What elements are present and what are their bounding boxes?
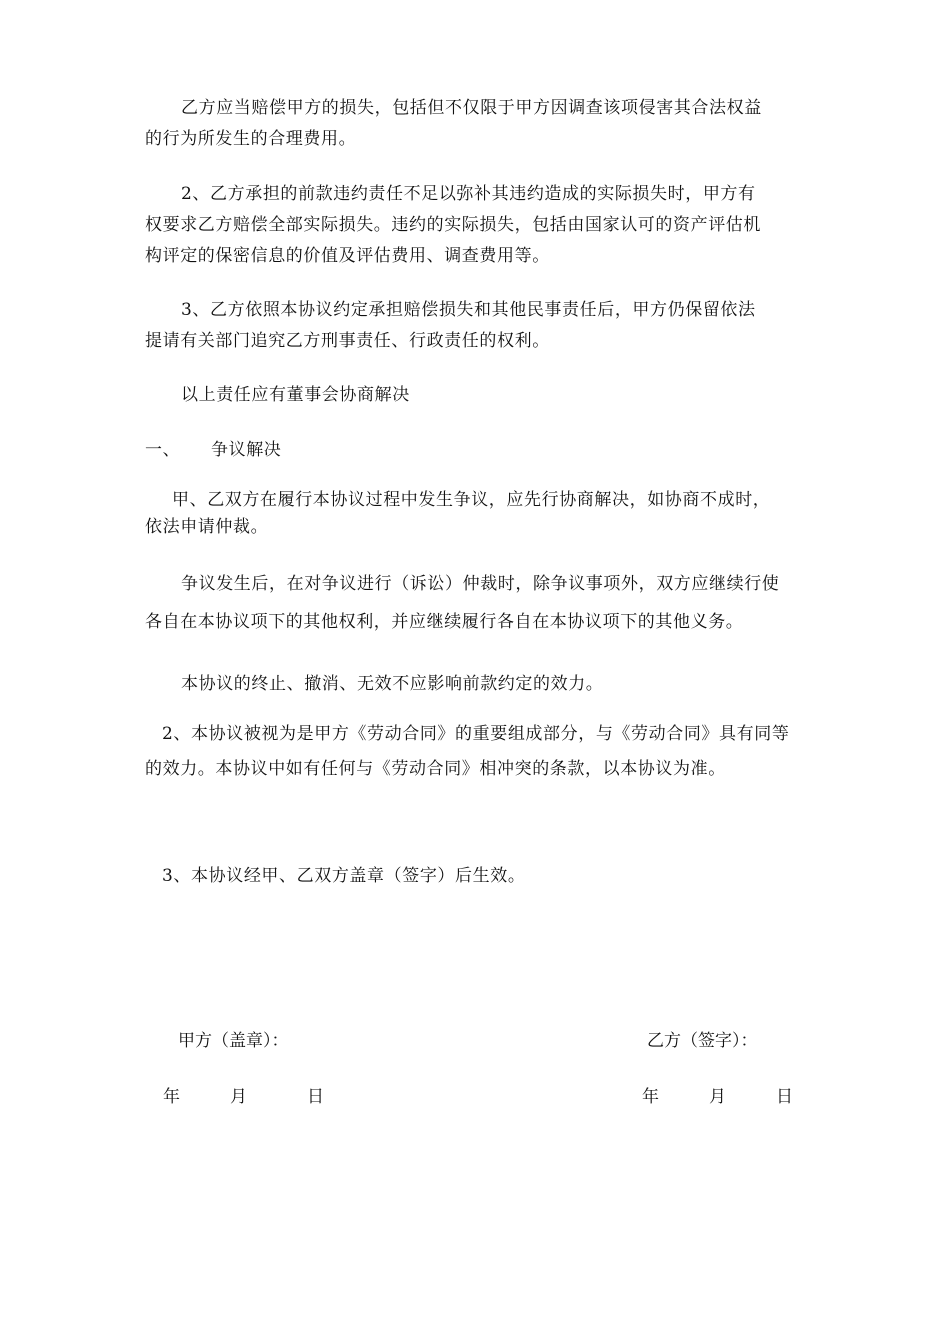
party-b-day: 日 xyxy=(776,1087,793,1107)
party-b-month: 月 xyxy=(709,1087,726,1107)
party-b-year: 年 xyxy=(642,1087,659,1107)
para1-line2: 的行为所发生的合理费用。 xyxy=(145,129,357,149)
para9: 3、本协议经甲、乙双方盖章（签字）后生效。 xyxy=(162,866,526,886)
para8-line1: 2、本协议被视为是甲方《劳动合同》的重要组成部分，与《劳动合同》具有同等 xyxy=(162,724,790,744)
section-title: 争议解决 xyxy=(211,440,282,460)
para8-line2: 的效力。本协议中如有任何与《劳动合同》相冲突的条款，以本协议为准。 xyxy=(145,759,726,779)
party-a-day: 日 xyxy=(307,1087,324,1107)
para6-line2: 各自在本协议项下的其他权利，并应继续履行各自在本协议项下的其他义务。 xyxy=(145,612,744,632)
para3-line2: 提请有关部门追究乙方刑事责任、行政责任的权利。 xyxy=(145,331,550,351)
para5-line1: 甲、乙双方在履行本协议过程中发生争议，应先行协商解决，如协商不成时， xyxy=(172,490,771,510)
para6-line1: 争议发生后，在对争议进行（诉讼）仲裁时，除争议事项外，双方应继续行使 xyxy=(181,574,780,594)
para2-line1: 2、乙方承担的前款违约责任不足以弥补其违约造成的实际损失时，甲方有 xyxy=(181,184,756,204)
party-a-seal-label: 甲方（盖章）： xyxy=(178,1031,289,1051)
para1-line1: 乙方应当赔偿甲方的损失，包括但不仅限于甲方因调查该项侵害其合法权益 xyxy=(181,98,762,118)
para5-line2: 依法申请仲裁。 xyxy=(145,517,269,537)
para3-line1: 3、乙方依照本协议约定承担赔偿损失和其他民事责任后，甲方仍保留依法 xyxy=(181,300,756,320)
section-number: 一、 xyxy=(145,440,181,460)
party-a-year: 年 xyxy=(163,1087,180,1107)
para7: 本协议的终止、撤消、无效不应影响前款约定的效力。 xyxy=(181,674,604,694)
party-a-month: 月 xyxy=(230,1087,247,1107)
party-b-signature-label: 乙方（签字）： xyxy=(647,1031,758,1051)
para4: 以上责任应有董事会协商解决 xyxy=(181,385,410,405)
para2-line2: 权要求乙方赔偿全部实际损失。违约的实际损失，包括由国家认可的资产评估机 xyxy=(145,215,761,235)
para2-line3: 构评定的保密信息的价值及评估费用、调查费用等。 xyxy=(145,246,550,266)
